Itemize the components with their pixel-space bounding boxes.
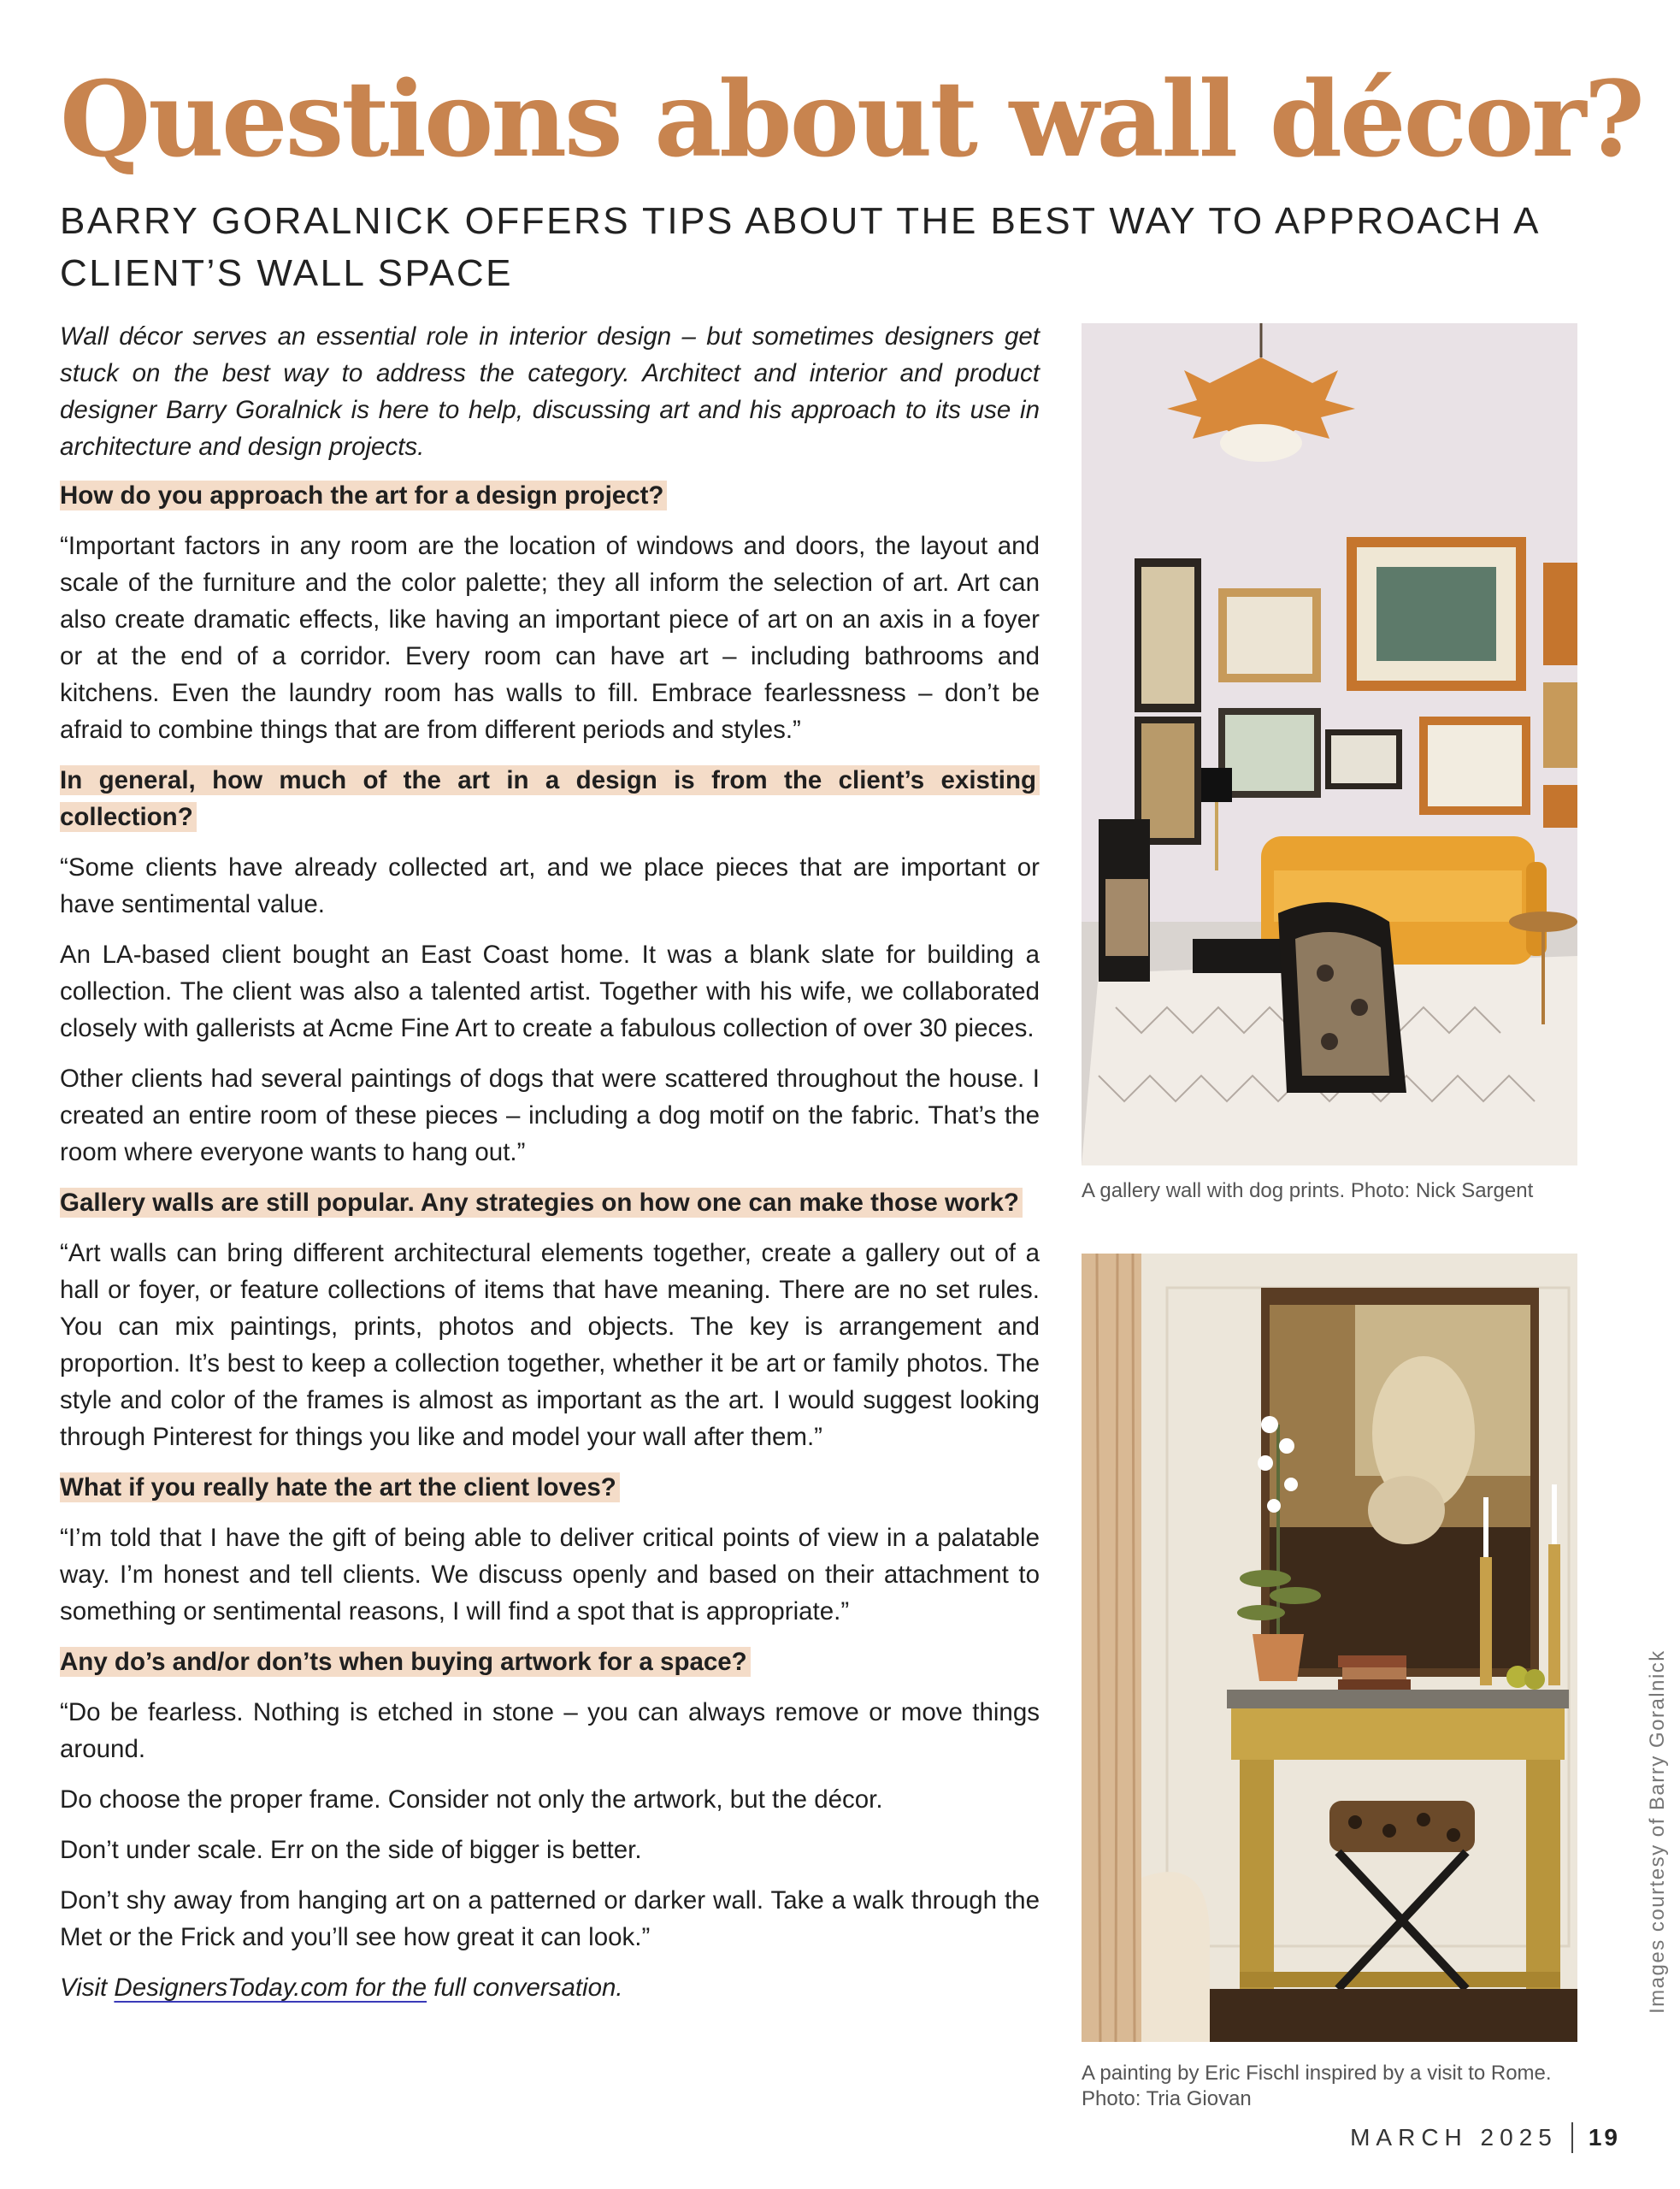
footer-divider (1571, 2122, 1573, 2153)
question-text: In general, how much of the art in a design is from the client’s existing collection? (60, 765, 1040, 832)
designers-today-link[interactable]: DesignersToday.com for the (114, 1974, 427, 2002)
subheadline: BARRY GORALNICK OFFERS TIPS ABOUT THE BEST WAY TO APPROACH A CLIENT’S WALL SPACE (60, 200, 1539, 294)
answer-paragraph: “I’m told that I have the gift of being able to deliver critical points of view in a palatable way. I’m honest and tell clients. We discuss openly and based on their attachment to something or sentimental reasons, I will find a spot that is appropriate.” (60, 1524, 1040, 1626)
question-heading (60, 1184, 1040, 1221)
photo-caption (1082, 2061, 1629, 2112)
answer-paragraph: Don’t under scale. Err on the side of bigger is better. (60, 1836, 642, 1864)
answer-paragraph: “Important factors in any room are the location of windows and doors, the layout and scale of the furniture and the color palette; they all inform the selection of art. Art can also create dramatic effects, like having an important piece of art on an axis in a foyer or at the end of a corridor. Every room can have art – including bathrooms and kitchens. Even the laundry room has walls to fill. Embrace fearlessness – don’t be afraid to combine things that are from different periods and styles.” (60, 532, 1040, 744)
answer-paragraph: “Art walls can bring different architectural elements together, create a gallery out of a hall or foyer, or feature collections of items that have meaning. There are no set rules. You can mix paintings, prints, photos and objects. The key is arrangement and proportion. It’s best to keep a collection together, whether it be art or family photos. The style and color of the frames is almost as important as the art. I would suggest looking through Pinterest for things you like and model your wall after them.” (60, 1239, 1040, 1451)
article-body (60, 318, 1040, 2020)
closing-suffix: full conversation. (427, 1974, 623, 2002)
answer-paragraph: “Do be fearless. Nothing is etched in stone – you can always remove or move things around. (60, 1698, 1040, 1763)
answer-paragraph: Other clients had several paintings of dogs that were scattered throughout the house. I created an entire room of these pieces – including a dog motif on the fabric. That’s the room where everyone wants to hang out.” (60, 1065, 1040, 1166)
gallery-wall-photo (1082, 323, 1577, 1165)
page-footer (1350, 2122, 1620, 2153)
question-text: What if you really hate the art the client loves? (60, 1472, 620, 1502)
closing-prefix: Visit (60, 1974, 115, 2002)
answer-paragraph: “Some clients have already collected art, and we place pieces that are important or have sentimental value. (60, 853, 1040, 918)
answer-paragraph: An LA-based client bought an East Coast home. It was a blank slate for building a collection. The client was also a talented artist. Together with his wife, we collaborated closely with gallerists at Acme Fine Art to create a fabulous collection of over 30 pieces. (60, 941, 1040, 1042)
caption-line: A painting by Eric Fischl inspired by a visit to Rome. (1082, 2062, 1552, 2085)
page-number: 19 (1588, 2124, 1620, 2151)
painting-console-illustration (1082, 1254, 1577, 2042)
caption-line: Photo: Tria Giovan (1082, 2087, 1252, 2110)
answer-paragraph: Don’t shy away from hanging art on a patterned or darker wall. Take a walk through the Met or the Frick and you’ll see how great it can look.” (60, 1886, 1040, 1951)
intro-paragraph: Wall décor serves an essential role in interior design – but sometimes designers get stuck on the best way to address the category. Architect and interior and product designer Barry Goralnick is here to help, discussing art and his approach to its use in architecture and design projects. (60, 322, 1040, 461)
question-text: Gallery walls are still popular. Any strategies on how one can make those work? (60, 1188, 1023, 1218)
photo-caption: A gallery wall with dog prints. Photo: Nick Sargent (1082, 1179, 1534, 1202)
image-credit: Images courtesy of Barry Goralnick (1646, 1649, 1669, 2014)
painting-console-photo (1082, 1254, 1577, 2042)
headline: Questions about wall décor? (60, 57, 1643, 180)
answer-paragraph: Do choose the proper frame. Consider not only the artwork, but the décor. (60, 1785, 883, 1814)
question-text: Any do’s and/or don’ts when buying artwork for a space? (60, 1647, 751, 1677)
gallery-wall-illustration (1082, 323, 1577, 1165)
question-heading (60, 1643, 1040, 1680)
question-text: How do you approach the art for a design project? (60, 481, 667, 510)
closing-line (60, 1969, 1040, 2006)
question-heading (60, 762, 1040, 835)
issue-date: MARCH 2025 (1350, 2124, 1558, 2151)
question-heading (60, 477, 1040, 514)
question-heading (60, 1469, 1040, 1506)
